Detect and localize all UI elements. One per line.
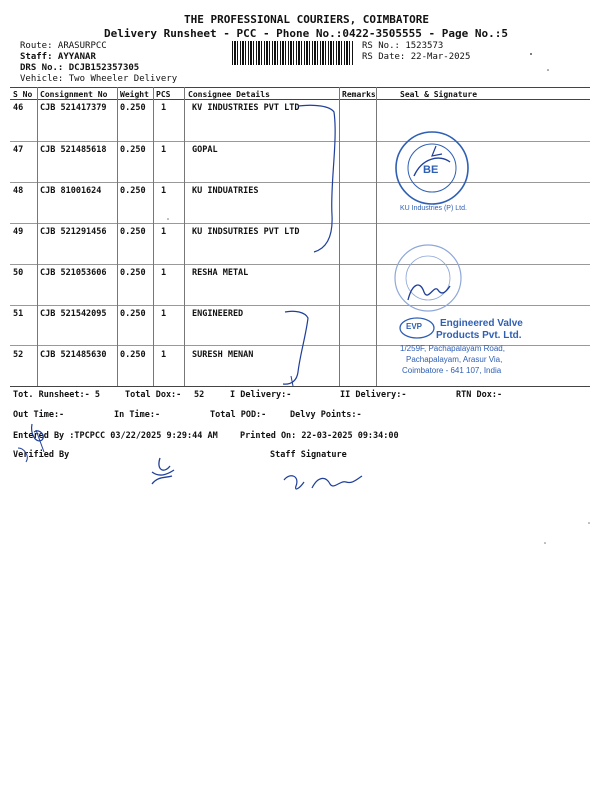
rs-date: RS Date: 22-Mar-2025 xyxy=(362,52,471,62)
row-weight: 0.250 xyxy=(120,268,146,278)
row-consignee: KV INDUSTRIES PVT LTD xyxy=(192,103,300,113)
row-weight: 0.250 xyxy=(120,227,146,237)
row-consignment: CJB 521542095 xyxy=(40,309,107,319)
column-header-consignee: Consignee Details xyxy=(188,90,270,99)
staff-label: Staff: AYYANAR xyxy=(20,52,96,62)
total-runsheet: Tot. Runsheet:- 5 xyxy=(13,390,100,400)
row-consignment: CJB 521291456 xyxy=(40,227,107,237)
stamp-address-line1: 1/259F, Pachapalayam Road, xyxy=(400,344,505,353)
row-pcs: 1 xyxy=(161,103,167,113)
row-sno: 46 xyxy=(13,103,24,113)
printed-on: Printed On: 22-03-2025 09:34:00 xyxy=(240,431,399,441)
row-sno: 50 xyxy=(13,268,24,278)
document-subtitle: Delivery Runsheet - PCC - Phone No.:0422-3505555 - Page No.:5 xyxy=(104,27,508,40)
route-label: Route: ARASURPCC xyxy=(20,41,107,51)
column-header-consignment: Consignment No xyxy=(40,90,108,99)
column-header-remarks: Remarks xyxy=(342,90,376,99)
row-weight: 0.250 xyxy=(120,350,146,360)
row-consignee: ENGINEERED xyxy=(192,309,244,319)
in-time-label: In Time:- xyxy=(114,410,161,420)
row-weight: 0.250 xyxy=(120,145,146,155)
row-pcs: 1 xyxy=(161,227,167,237)
row-pcs: 1 xyxy=(161,268,167,278)
document-title: THE PROFESSIONAL COURIERS, COIMBATORE xyxy=(184,13,430,26)
row-weight: 0.250 xyxy=(120,186,146,196)
delvy-points-label: Delvy Points:- xyxy=(290,410,362,420)
row-consignee: SURESH MENAN xyxy=(192,350,254,360)
verified-by-label: Verified By xyxy=(13,450,70,460)
column-header-weight: Weight xyxy=(120,90,149,99)
row-consignment: CJB 81001624 xyxy=(40,186,102,196)
row-consignment: CJB 521485618 xyxy=(40,145,107,155)
i-delivery-label: I Delivery:- xyxy=(230,390,292,400)
row-consignee: RESHA METAL xyxy=(192,268,249,278)
row-pcs: 1 xyxy=(161,350,167,360)
row-pcs: 1 xyxy=(161,309,167,319)
stamp-address-line2: Pachapalayam, Arasur Via, xyxy=(406,355,503,364)
entered-by: Entered By :TPCPCC 03/22/2025 9:29:44 AM xyxy=(13,431,218,441)
row-sno: 48 xyxy=(13,186,24,196)
row-pcs: 1 xyxy=(161,186,167,196)
total-dox-value: 52 xyxy=(194,390,205,400)
vehicle-label: Vehicle: Two Wheeler Delivery xyxy=(20,74,178,84)
ii-delivery-label: II Delivery:- xyxy=(340,390,407,400)
column-header-sno: S No xyxy=(13,90,33,99)
row-sno: 51 xyxy=(13,309,24,319)
row-consignment: CJB 521417379 xyxy=(40,103,107,113)
stamp-address-line3: Coimbatore - 641 107, India xyxy=(402,366,502,375)
column-header-seal-signature: Seal & Signature xyxy=(400,90,478,99)
row-pcs: 1 xyxy=(161,145,167,155)
rs-number: RS No.: 1523573 xyxy=(362,41,444,51)
stamp-company-line1: Engineered Valve xyxy=(440,318,523,329)
row-sno: 49 xyxy=(13,227,24,237)
round-seal-center: BE xyxy=(423,164,439,176)
column-header-pcs: PCS xyxy=(156,90,171,99)
stamp-company-line2: Products Pvt. Ltd. xyxy=(436,330,522,341)
row-consignee: KU INDUATRIES xyxy=(192,186,259,196)
row-weight: 0.250 xyxy=(120,103,146,113)
staff-signature-label: Staff Signature xyxy=(270,450,347,460)
drs-number: DRS No.: DCJB152357305 xyxy=(20,63,140,73)
row-consignee: KU INDSUTRIES PVT LTD xyxy=(192,227,300,237)
row-weight: 0.250 xyxy=(120,309,146,319)
out-time-label: Out Time:- xyxy=(13,410,65,420)
row-sno: 47 xyxy=(13,145,24,155)
round-seal-text: KU Industries (P) Ltd. xyxy=(400,205,467,212)
total-pod-label: Total POD:- xyxy=(210,410,267,420)
evp-logo-text: EVP xyxy=(406,322,423,331)
row-sno: 52 xyxy=(13,350,24,360)
row-consignment: CJB 521485630 xyxy=(40,350,107,360)
rtn-dox-label: RTN Dox:- xyxy=(456,390,503,400)
total-dox-label: Total Dox:- xyxy=(125,390,182,400)
row-consignee: GOPAL xyxy=(192,145,218,155)
row-consignment: CJB 521053606 xyxy=(40,268,107,278)
